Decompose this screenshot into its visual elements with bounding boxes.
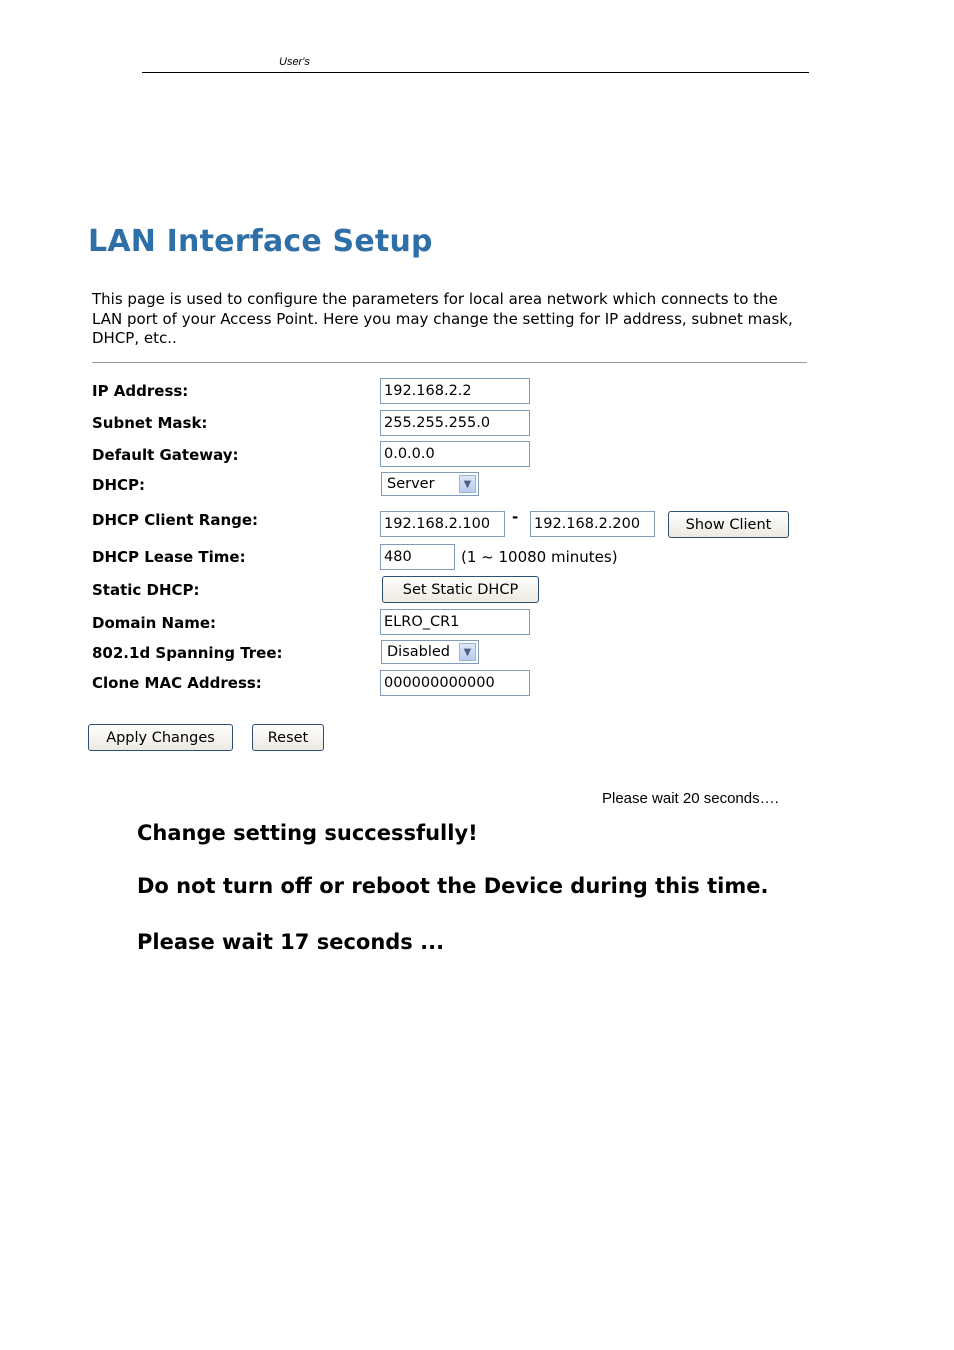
dhcp-client-range-label: DHCP Client Range: <box>92 511 259 529</box>
dhcp-range-start-input[interactable]: 192.168.2.100 <box>380 511 505 537</box>
reset-button[interactable]: Reset <box>252 724 324 751</box>
success-message: Change setting successfully! <box>137 821 478 845</box>
dhcp-label: DHCP: <box>92 476 146 494</box>
lease-time-hint: (1 ~ 10080 minutes) <box>461 548 618 566</box>
dhcp-lease-time-label: DHCP Lease Time: <box>92 548 246 566</box>
page-title: LAN Interface Setup <box>88 224 433 259</box>
static-dhcp-label: Static DHCP: <box>92 581 200 599</box>
subnet-mask-label: Subnet Mask: <box>92 414 208 432</box>
show-client-button[interactable]: Show Client <box>668 511 789 538</box>
ip-address-label: IP Address: <box>92 382 189 400</box>
set-static-dhcp-button[interactable]: Set Static DHCP <box>382 576 539 603</box>
ip-address-input[interactable]: 192.168.2.2 <box>380 378 530 404</box>
dhcp-range-end-input[interactable]: 192.168.2.200 <box>530 511 655 537</box>
page-header <box>142 56 809 73</box>
chevron-down-icon[interactable]: ▼ <box>459 475 476 493</box>
warning-message: Do not turn off or reboot the Device during this time. <box>137 874 769 898</box>
default-gateway-input[interactable]: 0.0.0.0 <box>380 441 530 467</box>
divider <box>92 362 807 363</box>
countdown-message: Please wait 17 seconds ... <box>137 930 445 954</box>
dhcp-select-value: Server <box>387 476 435 492</box>
dhcp-range-separator: - <box>512 508 519 526</box>
spanning-tree-select[interactable] <box>381 640 479 664</box>
domain-name-label: Domain Name: <box>92 614 217 632</box>
spanning-tree-select-value: Disabled <box>387 644 450 660</box>
domain-name-input[interactable]: ELRO_CR1 <box>380 609 530 635</box>
subnet-mask-input[interactable]: 255.255.255.0 <box>380 410 530 436</box>
header-label: User's <box>279 56 310 68</box>
spanning-tree-label: 802.1d Spanning Tree: <box>92 644 283 662</box>
dhcp-select[interactable] <box>381 472 479 496</box>
clone-mac-label: Clone MAC Address: <box>92 674 262 692</box>
chevron-down-icon[interactable]: ▼ <box>459 643 476 661</box>
default-gateway-label: Default Gateway: <box>92 446 239 464</box>
page-description: This page is used to configure the parameters for local area network which connects to the LAN port of your Access Point. Here you may change the setting for IP address, subnet mask, DHCP, etc.. <box>92 290 793 347</box>
wait-note: Please wait 20 seconds…. <box>602 790 779 807</box>
clone-mac-input[interactable]: 000000000000 <box>380 670 530 696</box>
dhcp-lease-time-input[interactable]: 480 <box>380 544 455 570</box>
apply-changes-button[interactable]: Apply Changes <box>88 724 233 751</box>
